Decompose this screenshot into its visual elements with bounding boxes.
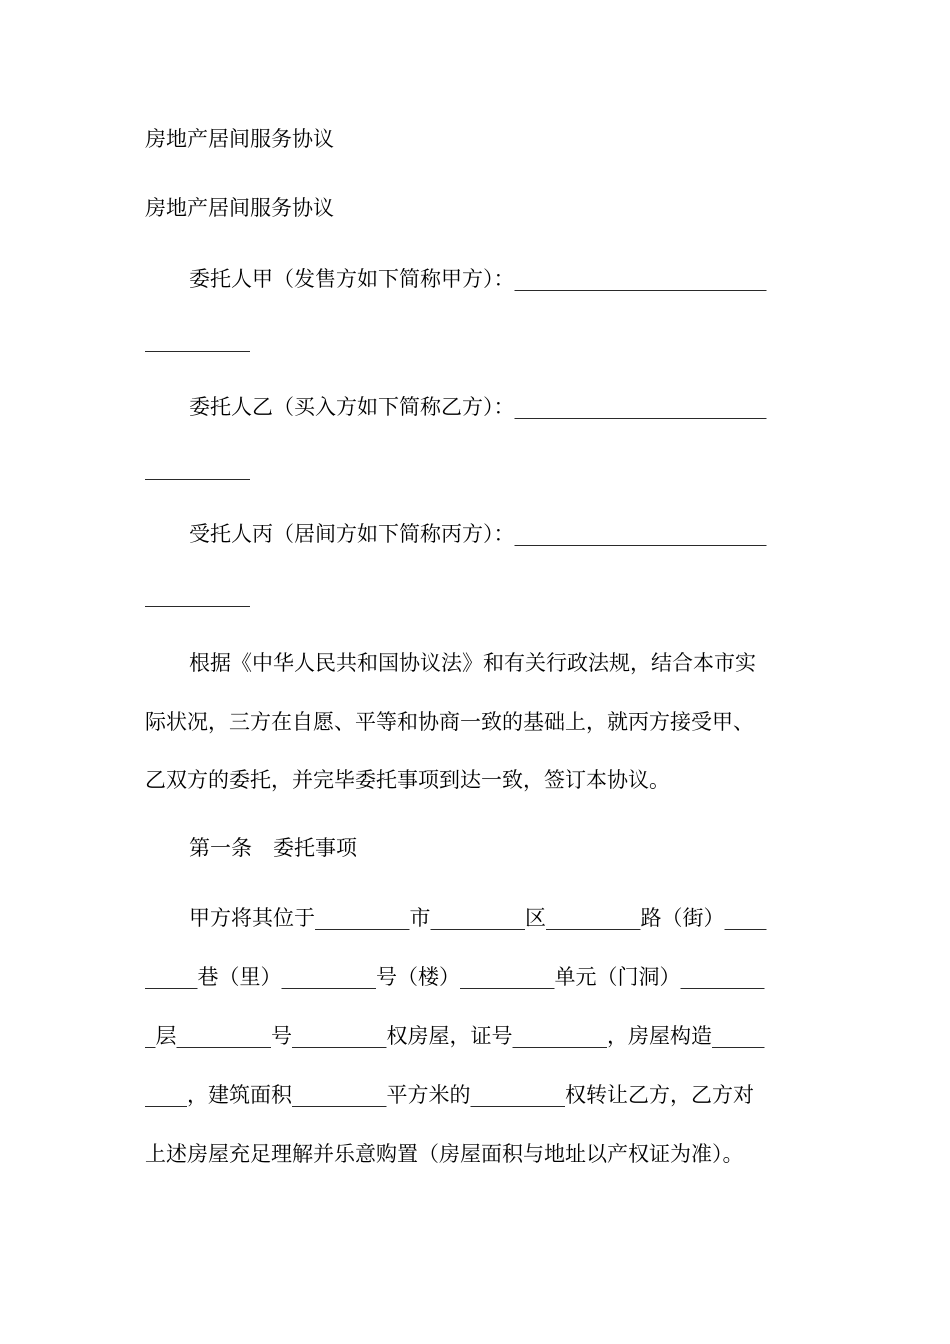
party-b-line: 委托人乙（买入方如下简称乙方）：________________________ bbox=[189, 395, 767, 419]
preamble-line-1: 根据《中华人民共和国协议法》和有关行政法规，结合本市实 bbox=[189, 651, 756, 675]
party-c-line: 受托人丙（居间方如下简称丙方）：________________________ bbox=[189, 522, 767, 546]
article-1-heading: 第一条 委托事项 bbox=[189, 836, 357, 860]
party-b-blank: __________ bbox=[145, 456, 250, 480]
document-title: 房地产居间服务协议 bbox=[145, 196, 334, 220]
header-title: 房地产居间服务协议 bbox=[145, 127, 334, 151]
party-a-line: 委托人甲（发售方如下简称甲方）：________________________ bbox=[189, 267, 767, 291]
article-1-line-5: 上述房屋充足理解并乐意购置（房屋面积与地址以产权证为准）。 bbox=[145, 1142, 744, 1166]
party-a-blank: __________ bbox=[145, 328, 250, 352]
article-1-line-1: 甲方将其位于_________市_________区_________路（街）____ bbox=[189, 906, 767, 930]
article-1-line-2: _____巷（里）_________号（楼）_________单元（门洞）________ bbox=[145, 965, 765, 989]
preamble-line-2: 际状况，三方在自愿、平等和协商一致的基础上，就丙方接受甲、 bbox=[145, 710, 754, 734]
preamble-line-3: 乙双方的委托，并完毕委托事项到达一致，签订本协议。 bbox=[145, 768, 670, 792]
party-c-blank: __________ bbox=[145, 583, 250, 607]
article-1-line-4: ____，建筑面积_________平方米的_________权转让乙方，乙方对 bbox=[145, 1083, 754, 1107]
article-1-line-3: _层_________号_________权房屋，证号_________，房屋构造_____ bbox=[145, 1024, 765, 1048]
